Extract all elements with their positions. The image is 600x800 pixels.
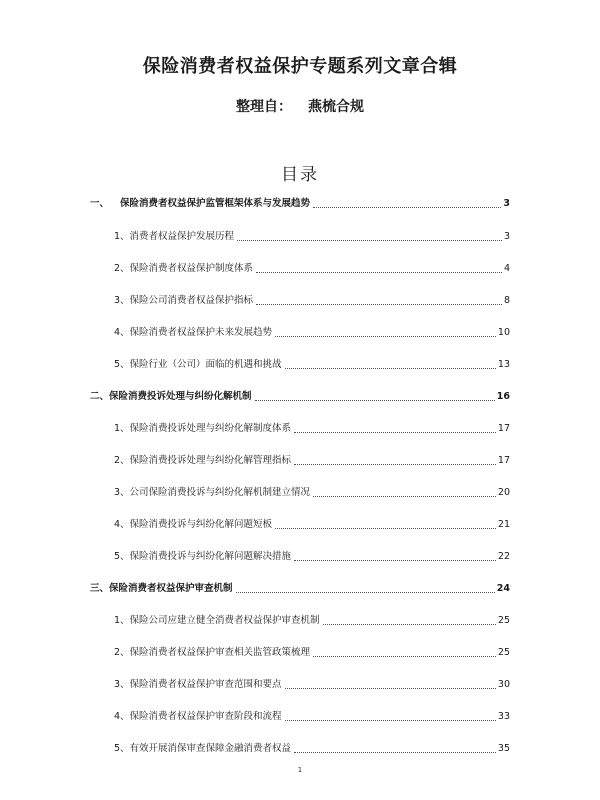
toc-page-number: 16 (496, 391, 510, 402)
toc-item-label: 4、保险消费者权益保护未来发展趋势 (114, 327, 273, 338)
toc-item[interactable] (0, 611, 600, 627)
toc-leader (237, 239, 502, 241)
toc-page-number: 13 (497, 359, 510, 370)
toc-item-label: 3、保险公司消费者权益保护指标 (114, 295, 254, 306)
toc-page-number: 17 (497, 455, 510, 466)
toc-item-label: 1、消费者权益保护发展历程 (114, 231, 235, 242)
toc-section-title: 保险消费者权益保护监管框架体系与发展趋势 (120, 198, 311, 209)
toc-item[interactable] (0, 643, 600, 659)
toc-leader (313, 495, 496, 497)
document-title: 保险消费者权益保护专题系列文章合辑 (142, 56, 458, 77)
toc-heading: 目录 (281, 165, 319, 185)
toc-leader (256, 271, 502, 273)
toc-item[interactable] (0, 547, 600, 563)
compiler-line (0, 96, 600, 116)
toc-item-label: 5、保险行业（公司）面临的机遇和挑战 (114, 359, 282, 370)
toc-item-label: 4、保险消费投诉与纠纷化解问题短板 (114, 519, 273, 530)
compiler-name: 燕梳合规 (308, 99, 364, 115)
toc-section-title: 保险消费投诉处理与纠纷化解机制 (109, 391, 252, 402)
toc-item[interactable] (0, 355, 600, 371)
toc-page-number: 4 (503, 263, 510, 274)
toc-item-label: 5、保险消费投诉与纠纷化解问题解决措施 (114, 551, 292, 562)
toc-section-2[interactable] (0, 387, 600, 403)
toc-item[interactable] (0, 515, 600, 531)
toc-item[interactable] (0, 259, 600, 275)
toc-section-title: 保险消费者权益保护审查机制 (109, 583, 233, 594)
toc-leader (236, 591, 495, 593)
toc-section-1[interactable] (0, 194, 600, 210)
toc-item-label: 2、保险消费者权益保护制度体系 (114, 263, 254, 274)
toc-item[interactable] (0, 675, 600, 691)
toc-leader (275, 527, 496, 529)
toc-item-label: 2、保险消费投诉处理与纠纷化解管理指标 (114, 455, 292, 466)
toc-section-number: 一、 (90, 198, 110, 209)
toc-item-label: 1、保险公司应建立健全消费者权益保护审查机制 (114, 615, 320, 626)
toc-leader (294, 431, 496, 433)
compiler-label: 整理自： (236, 99, 292, 115)
toc-item[interactable] (0, 323, 600, 339)
toc-page-number: 8 (503, 295, 510, 306)
toc-page-number: 20 (497, 487, 510, 498)
toc-item[interactable] (0, 419, 600, 435)
toc-section-3[interactable] (0, 579, 600, 595)
toc-leader (255, 399, 495, 401)
toc-page-number: 33 (497, 711, 510, 722)
toc-item[interactable] (0, 483, 600, 499)
toc-item-label: 4、保险消费者权益保护审查阶段和流程 (114, 711, 282, 722)
toc-item[interactable] (0, 707, 600, 723)
toc-page-number: 21 (497, 519, 510, 530)
toc-leader (285, 367, 496, 369)
toc-page-number: 10 (497, 327, 510, 338)
toc-page-number: 30 (497, 679, 510, 690)
toc-item[interactable] (0, 291, 600, 307)
toc-leader (294, 463, 496, 465)
toc-page-number: 25 (497, 647, 510, 658)
toc-leader (313, 655, 496, 657)
toc-item[interactable] (0, 227, 600, 243)
toc-item[interactable] (0, 739, 600, 755)
toc-item-label: 5、有效开展消保审查保障金融消费者权益 (114, 743, 292, 754)
toc-item-label: 2、保险消费者权益保护审查相关监管政策梳理 (114, 647, 311, 658)
toc-leader (285, 687, 496, 689)
toc-leader (323, 623, 496, 625)
toc-item-label: 1、保险消费投诉处理与纠纷化解制度体系 (114, 423, 292, 434)
toc-page-number: 3 (503, 198, 510, 209)
toc-section-number: 二、 (90, 391, 110, 402)
toc-leader (313, 206, 501, 208)
toc-page-number: 22 (497, 551, 510, 562)
toc-item[interactable] (0, 451, 600, 467)
toc-section-number: 三、 (90, 583, 110, 594)
toc-page-number: 24 (496, 583, 510, 594)
toc-leader (294, 751, 496, 753)
page-number: 1 (297, 766, 303, 774)
toc-item-label: 3、公司保险消费投诉与纠纷化解机制建立情况 (114, 487, 311, 498)
toc-page-number: 3 (503, 231, 510, 242)
toc-leader (294, 559, 496, 561)
toc-page-number: 25 (497, 615, 510, 626)
toc-leader (285, 719, 496, 721)
toc-item-label: 3、保险消费者权益保护审查范围和要点 (114, 679, 282, 690)
toc-page-number: 35 (497, 743, 510, 754)
toc-leader (256, 303, 502, 305)
toc-page-number: 17 (497, 423, 510, 434)
toc-leader (275, 335, 496, 337)
